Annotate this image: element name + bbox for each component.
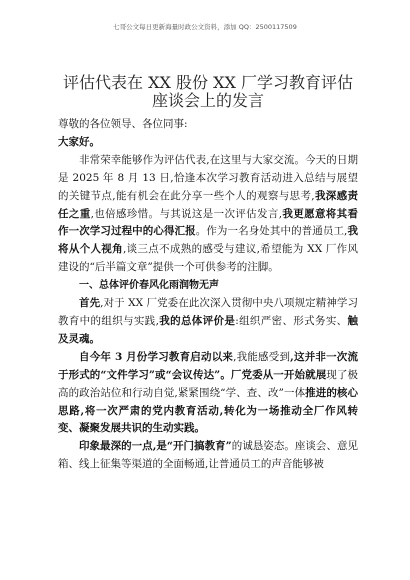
document-title: 评估代表在 XX 股份 XX 厂学习教育评估座谈会上的发言 <box>63 73 353 110</box>
greeting: 大家好。 <box>58 135 100 148</box>
paragraph-2: 首先,对于 XX 厂党委在此次深入贯彻中央八项规定精神学习教育中的组织与实践,我的总体评价是:组织严密、形式务实、触及灵魂。 <box>58 297 358 345</box>
paragraph-3: 自今年 3 月份学习教育启动以来,我能感受到,这并非一次流于形式的“文件学习”或“会议传达”。厂党委从一开始就展现了极高的政治站位和行动自觉,紧紧围绕“学、查、改”一体推进的核心思路,将一次严肃的党内教育活动,转化为一场推动全厂作风转变、凝聚发展共识的生动实践。 <box>58 350 359 435</box>
paragraph-1: 非常荣幸能够作为评估代表,在这里与大家交流。今天的日期是 2025 年 8 月 13 日,恰逢本次学习教育活动进入总结与展望的关键节点,能有机会在此分享一些个人的观察与思考,我深感责任之重,也倍感珍惜。与其说这是一次评估发言,我更愿意将其看作一次学习过程中的心得汇报。作为一名身处其中的普通员工,我将从个人视角,谈三点不成熟的感受与建议,希望能为 XX 厂作风建设的“后半篇文章”提供一个可供参考的注脚。 <box>58 153 359 274</box>
paragraph-4: 印象最深的一点,是“开门搞教育”的诚恳姿态。座谈会、意见箱、线上征集等渠道的全面畅通,让普通员工的声音能够被 <box>58 440 359 471</box>
document-body <box>58 116 358 474</box>
header-note: 七哥公文每日更新海量时政公文资料，添加 QQ：2500117509 <box>113 23 297 31</box>
section-heading-1: 一、总体评价春风化雨润物无声 <box>79 280 219 292</box>
salutation: 尊敬的各位领导、各位同事: <box>58 118 188 130</box>
